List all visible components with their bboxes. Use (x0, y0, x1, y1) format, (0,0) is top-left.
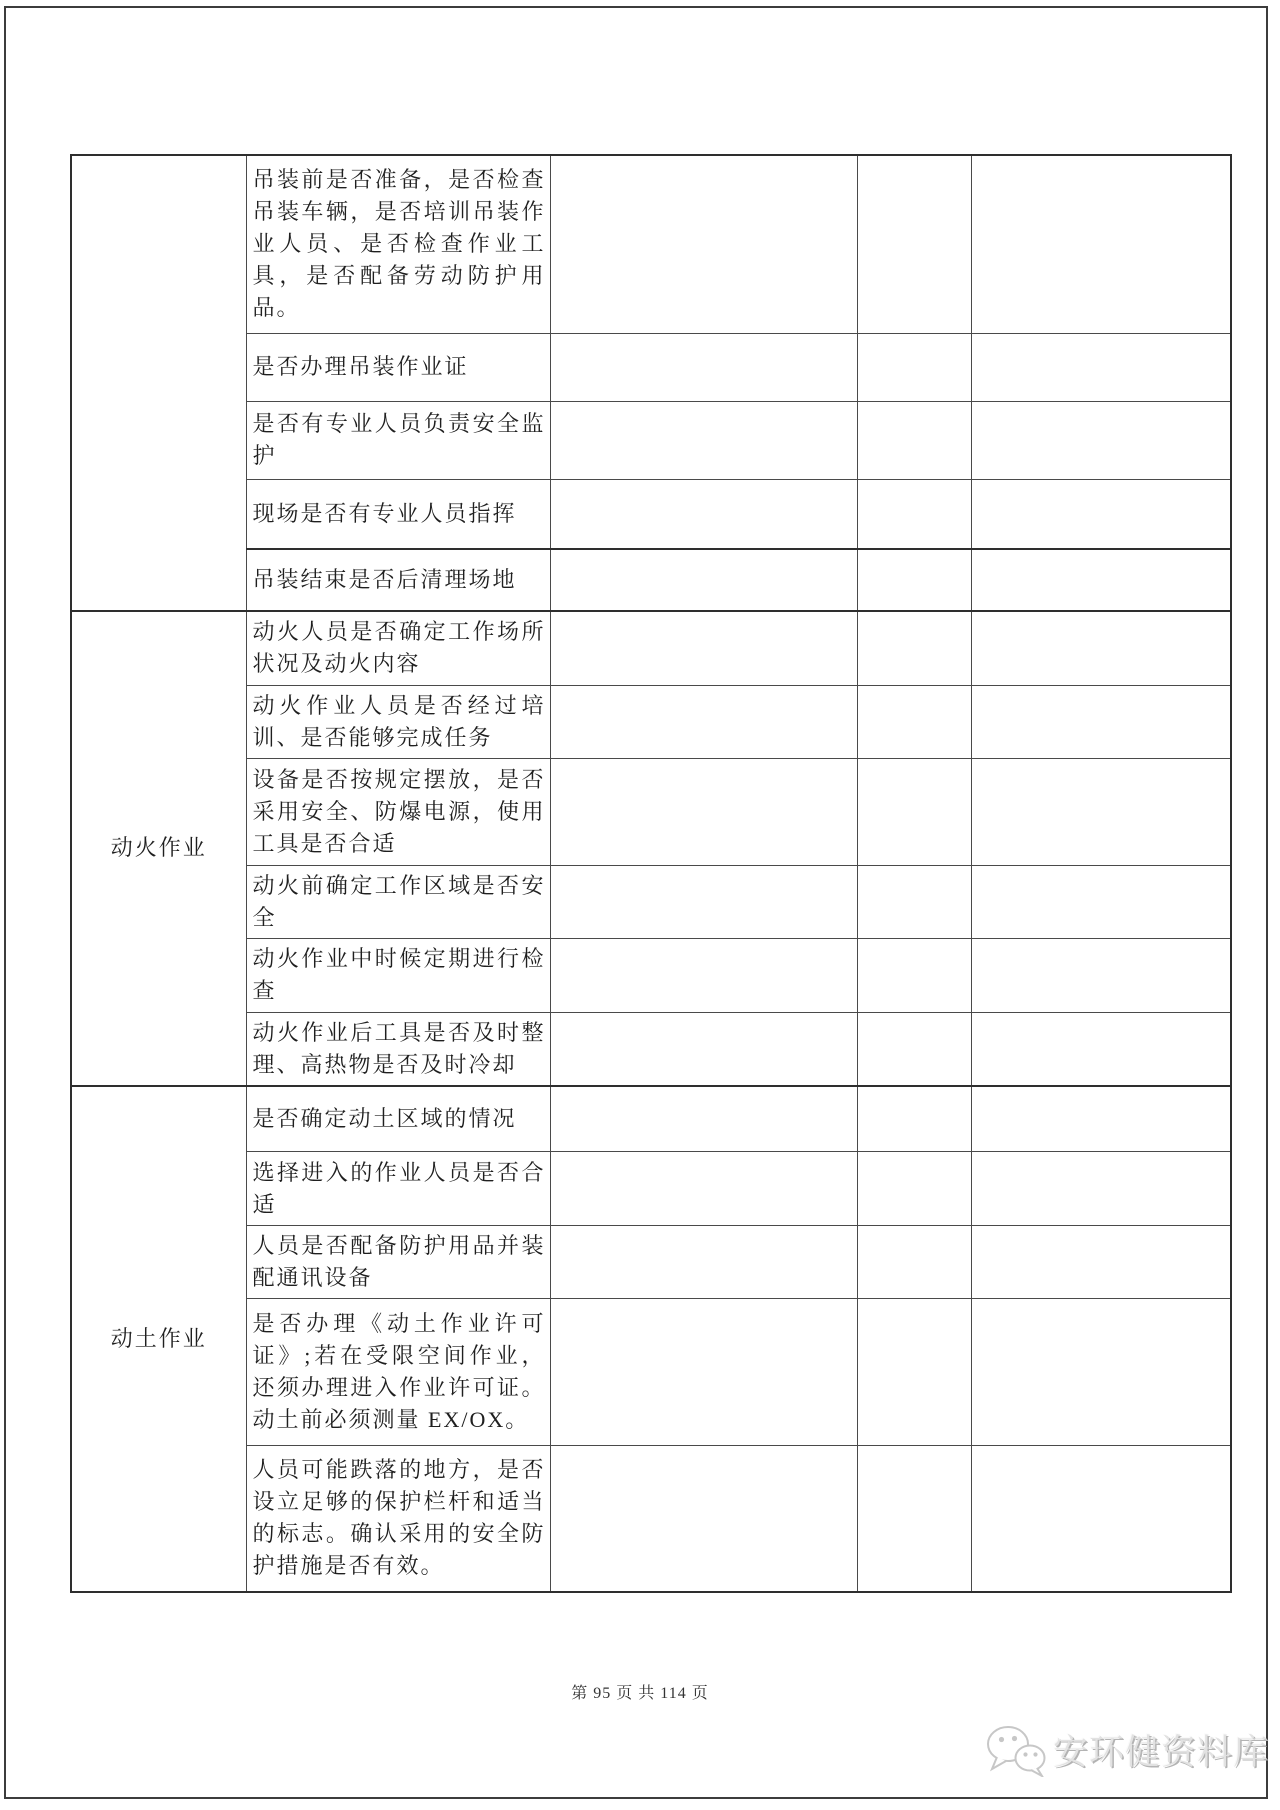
empty-cell (550, 1226, 857, 1299)
empty-cell (550, 758, 857, 865)
empty-cell (971, 865, 1231, 938)
item-cell: 人员是否配备防护用品并装配通讯设备 (246, 1226, 550, 1299)
empty-cell (971, 155, 1231, 333)
checklist-table (70, 154, 1232, 1593)
empty-cell (857, 1152, 971, 1226)
table-row (71, 1086, 1231, 1152)
category-cell: 动火作业 (71, 611, 246, 1086)
empty-cell (550, 1012, 857, 1086)
chat-bubbles-icon (985, 1723, 1047, 1777)
empty-cell (857, 865, 971, 938)
empty-cell (857, 401, 971, 479)
empty-cell (857, 938, 971, 1012)
item-cell: 吊装结束是否后清理场地 (246, 549, 550, 611)
category-cell (71, 155, 246, 611)
empty-cell (857, 549, 971, 611)
watermark-text: 安环健资料库 (1053, 1733, 1270, 1772)
empty-cell (857, 1086, 971, 1152)
empty-cell (550, 1086, 857, 1152)
item-cell: 人员可能跌落的地方，是否设立足够的保护栏杆和适当的标志。确认采用的安全防护措施是否有效。 (246, 1446, 550, 1592)
empty-cell (550, 401, 857, 479)
empty-cell (857, 155, 971, 333)
empty-cell (550, 1446, 857, 1592)
item-cell: 是否办理《动土作业许可证》;若在受限空间作业，还须办理进入作业许可证。动土前必须测量 EX/OX。 (246, 1299, 550, 1446)
empty-cell (971, 685, 1231, 758)
empty-cell (857, 685, 971, 758)
empty-cell (971, 611, 1231, 685)
empty-cell (550, 549, 857, 611)
empty-cell (971, 1226, 1231, 1299)
empty-cell (971, 1086, 1231, 1152)
empty-cell (857, 479, 971, 549)
empty-cell (857, 611, 971, 685)
empty-cell (971, 549, 1231, 611)
item-cell: 动火作业中时候定期进行检查 (246, 938, 550, 1012)
empty-cell (857, 1012, 971, 1086)
empty-cell (971, 1152, 1231, 1226)
item-cell: 动火前确定工作区域是否安全 (246, 865, 550, 938)
item-cell: 动火作业人员是否经过培训、是否能够完成任务 (246, 685, 550, 758)
empty-cell (550, 685, 857, 758)
empty-cell (971, 758, 1231, 865)
empty-cell (550, 155, 857, 333)
item-cell: 是否办理吊装作业证 (246, 333, 550, 401)
item-cell: 吊装前是否准备，是否检查吊装车辆，是否培训吊装作业人员、是否检查作业工具，是否配备劳动防护用品。 (246, 155, 550, 333)
item-cell: 动火作业后工具是否及时整理、高热物是否及时冷却 (246, 1012, 550, 1086)
item-cell: 动火人员是否确定工作场所状况及动火内容 (246, 611, 550, 685)
watermark (985, 1723, 1269, 1777)
item-cell: 是否有专业人员负责安全监护 (246, 401, 550, 479)
empty-cell (857, 1226, 971, 1299)
item-cell: 选择进入的作业人员是否合适 (246, 1152, 550, 1226)
empty-cell (550, 865, 857, 938)
empty-cell (971, 401, 1231, 479)
category-cell: 动土作业 (71, 1086, 246, 1592)
empty-cell (550, 611, 857, 685)
empty-cell (971, 333, 1231, 401)
empty-cell (550, 1299, 857, 1446)
empty-cell (971, 1446, 1231, 1592)
page-number-footer: 第 95 页 共 114 页 (571, 1685, 709, 1702)
item-cell: 是否确定动土区域的情况 (246, 1086, 550, 1152)
item-cell: 设备是否按规定摆放，是否采用安全、防爆电源，使用工具是否合适 (246, 758, 550, 865)
empty-cell (857, 333, 971, 401)
empty-cell (857, 1299, 971, 1446)
empty-cell (971, 1299, 1231, 1446)
empty-cell (550, 333, 857, 401)
empty-cell (857, 758, 971, 865)
empty-cell (550, 479, 857, 549)
empty-cell (857, 1446, 971, 1592)
table-row (71, 155, 1231, 333)
empty-cell (971, 938, 1231, 1012)
empty-cell (971, 479, 1231, 549)
empty-cell (971, 1012, 1231, 1086)
empty-cell (550, 938, 857, 1012)
empty-cell (550, 1152, 857, 1226)
item-cell: 现场是否有专业人员指挥 (246, 479, 550, 549)
table-row (71, 611, 1231, 685)
